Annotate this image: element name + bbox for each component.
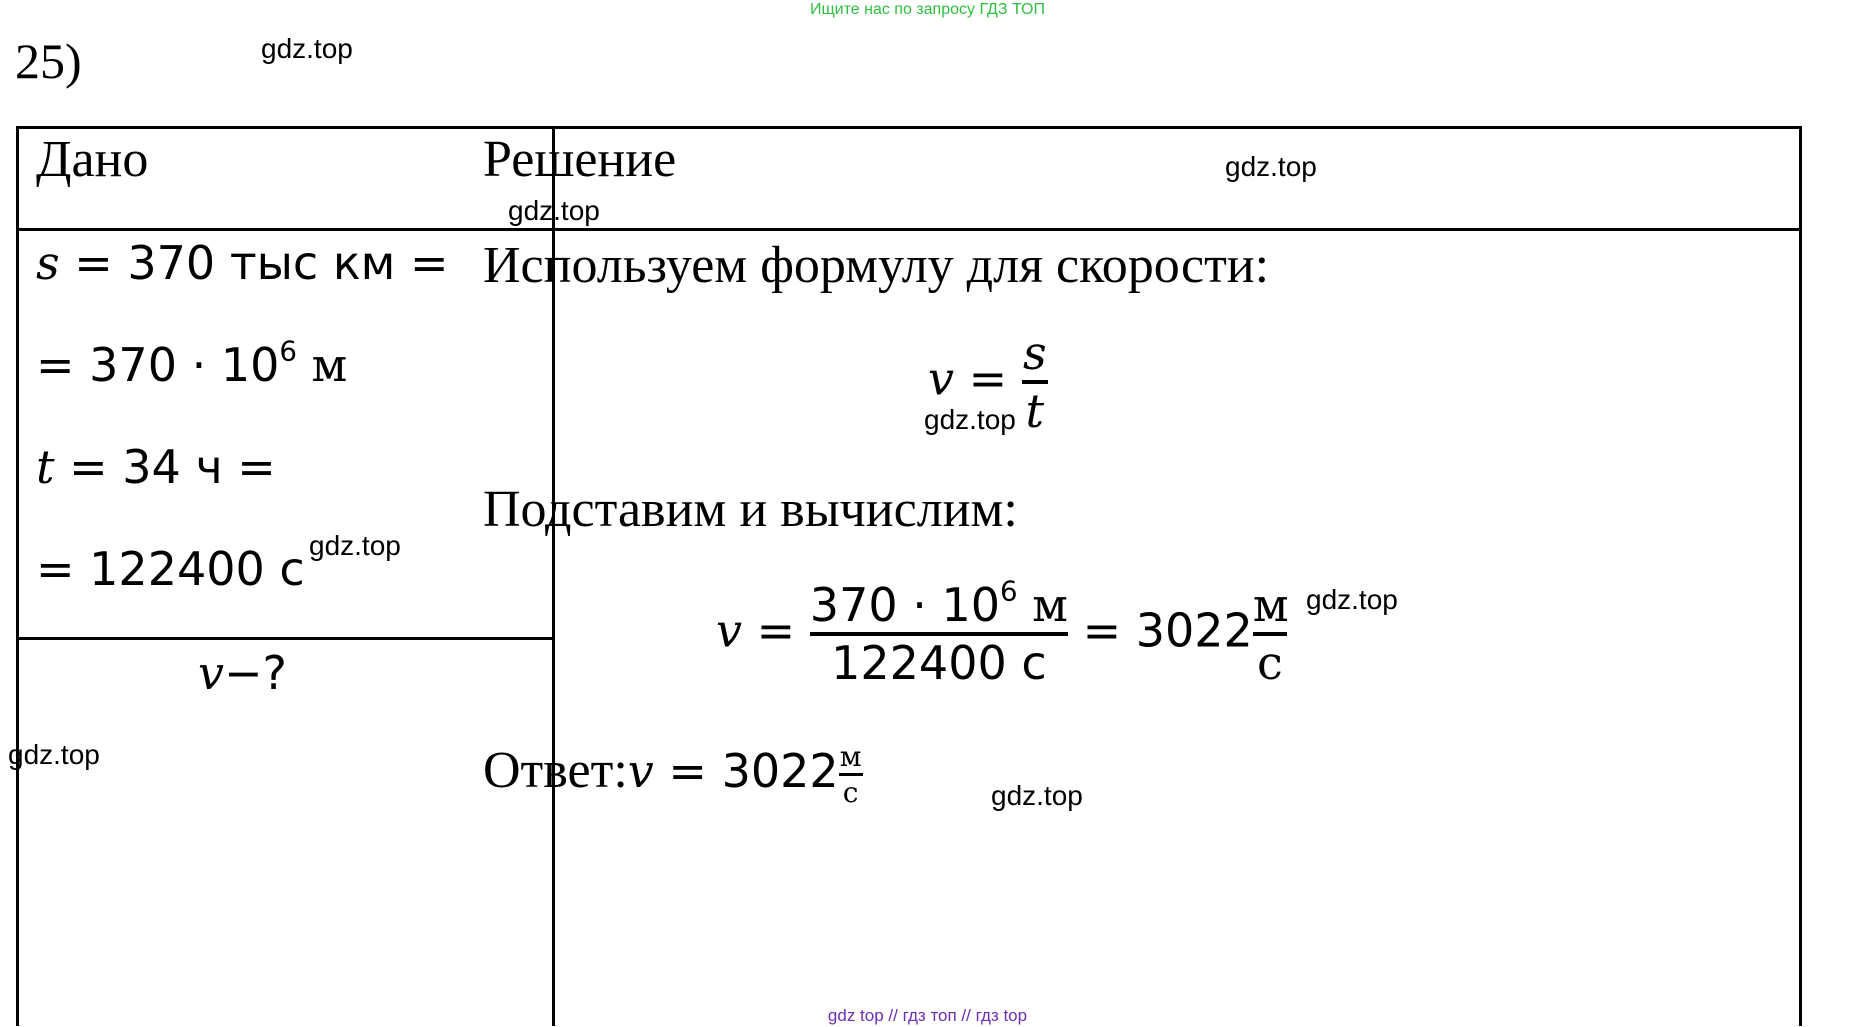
given-distance-value: = 370 тыс км = bbox=[59, 236, 449, 290]
calc-numerator bbox=[809, 574, 1068, 632]
watermark: gdz.top bbox=[508, 195, 600, 226]
formula-v: v bbox=[928, 351, 954, 406]
given-distance-si bbox=[36, 334, 348, 392]
header-row-divider bbox=[16, 228, 1802, 231]
given-exponent: 6 bbox=[279, 334, 297, 368]
formula-numerator: s bbox=[1022, 326, 1047, 380]
formula-fraction bbox=[1022, 326, 1048, 438]
calc-denominator: 122400 с bbox=[831, 636, 1047, 690]
answer-value: = 3022 bbox=[653, 744, 839, 798]
find-question: −? bbox=[224, 646, 287, 700]
formula-equals: = bbox=[954, 351, 1022, 406]
var-v: v bbox=[198, 646, 224, 700]
answer-unit-fraction bbox=[839, 740, 863, 809]
calc-unit-den: с bbox=[1256, 636, 1283, 690]
calc-unit-fraction bbox=[1253, 578, 1287, 690]
substitute-text: Подставим и вычислим: bbox=[483, 481, 1018, 538]
calc-unit-num: м bbox=[1252, 578, 1289, 632]
watermark: gdz.top bbox=[1306, 584, 1398, 615]
watermark: gdz.top bbox=[1225, 151, 1317, 182]
given-distance bbox=[36, 236, 449, 290]
calc-numerator-value: 370 · 10 bbox=[809, 578, 1000, 632]
header-solution: Решение bbox=[483, 131, 677, 188]
answer-unit-den: с bbox=[842, 776, 859, 809]
given-unit-m: м bbox=[296, 338, 348, 392]
calc-result: = 3022 bbox=[1067, 603, 1253, 658]
answer bbox=[483, 740, 863, 809]
watermark: gdz.top bbox=[991, 780, 1083, 811]
watermark: gdz.top bbox=[261, 33, 353, 64]
calculation bbox=[716, 574, 1289, 690]
header-given: Дано bbox=[36, 131, 149, 188]
watermark: gdz.top bbox=[924, 404, 1016, 435]
var-t: t bbox=[36, 440, 55, 494]
calc-exponent: 6 bbox=[1000, 574, 1018, 608]
calc-v: v bbox=[716, 603, 742, 658]
answer-v: v bbox=[627, 744, 654, 798]
given-distance-si-value: = 370 · 10 bbox=[36, 338, 280, 392]
find-velocity bbox=[198, 646, 287, 700]
calc-numerator-unit: м bbox=[1017, 578, 1068, 632]
given-time bbox=[36, 440, 276, 494]
task-number: 25) bbox=[15, 33, 82, 89]
footer-links[interactable]: gdz top // гдз топ // гдз top bbox=[827, 1006, 1028, 1025]
top-banner[interactable]: Ищите нас по запросу ГДЗ ТОП bbox=[810, 1, 1045, 18]
solution-intro: Используем формулу для скорости: bbox=[483, 237, 1270, 294]
watermark: gdz.top bbox=[8, 739, 100, 770]
given-time-si: = 122400 с bbox=[36, 542, 305, 596]
calc-fraction bbox=[809, 574, 1068, 690]
answer-expression bbox=[627, 740, 863, 809]
answer-label: Ответ: bbox=[483, 742, 628, 799]
formula-denominator: t bbox=[1025, 384, 1045, 438]
calc-equals: = bbox=[742, 603, 810, 658]
watermark: gdz.top bbox=[309, 530, 401, 561]
var-s: s bbox=[36, 236, 60, 290]
given-find-divider bbox=[16, 637, 553, 640]
given-time-value: = 34 ч = bbox=[54, 440, 276, 494]
answer-unit-num: м bbox=[839, 740, 862, 773]
